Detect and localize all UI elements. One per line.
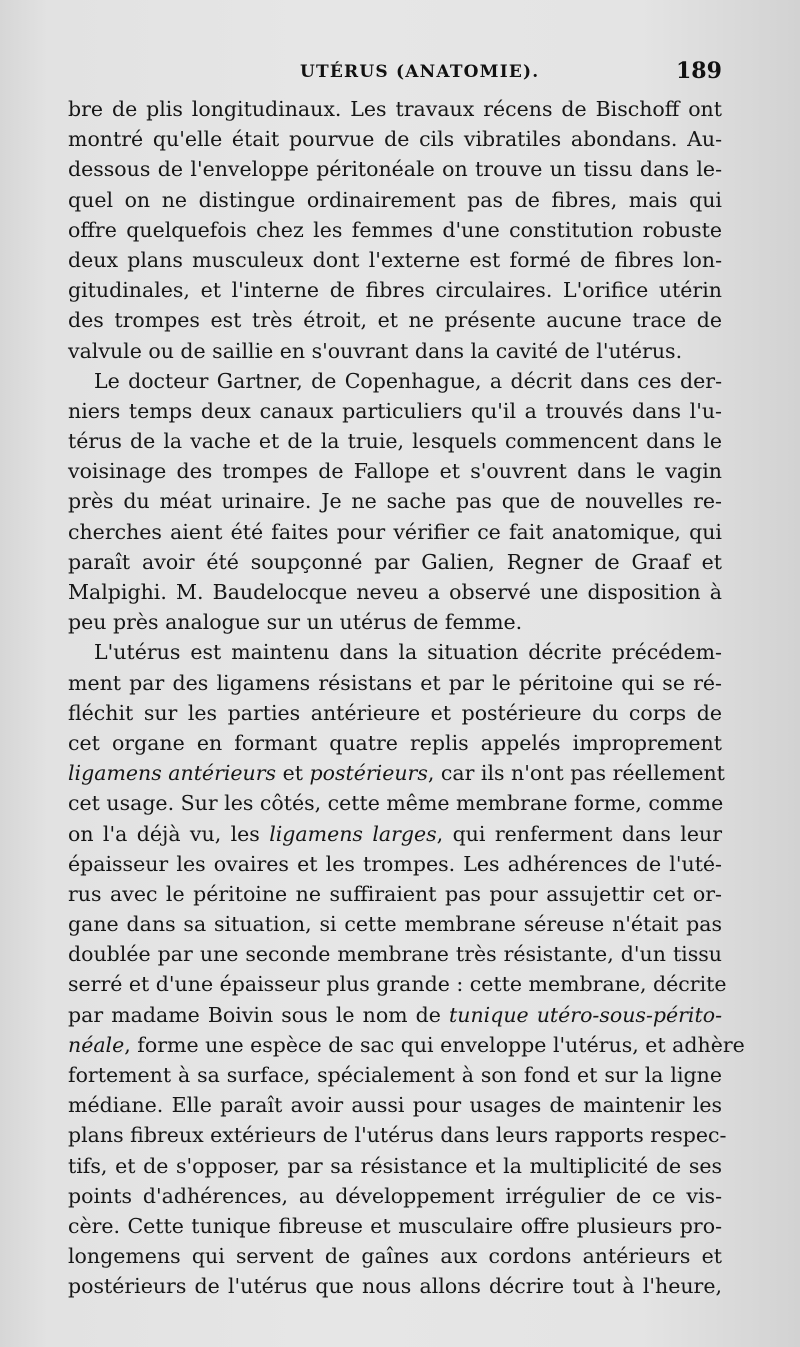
text-line: deux plans musculeux dont l'externe est formé de fibres lon- xyxy=(68,247,722,272)
text-line: peu près analogue sur un utérus de femme. xyxy=(68,610,523,635)
text-line-mixed xyxy=(68,758,725,788)
text-line: serré et d'une épaisseur plus grande : cette membrane, décrite xyxy=(68,972,727,997)
text-line: médiane. Elle paraît avoir aussi pour usages de maintenir les xyxy=(68,1093,722,1118)
running-title: UTÉRUS (ANATOMIE). xyxy=(300,62,540,82)
text-line: cet usage. Sur les côtés, cette même membrane forme, comme xyxy=(68,791,724,816)
italic-term: néale xyxy=(68,1032,125,1057)
text-line: tifs, et de s'opposer, par sa résistance et la multiplicité de ses xyxy=(68,1153,722,1178)
text-fragment: , forme une espèce de sac qui enveloppe l'utérus, et adhère xyxy=(124,1032,745,1057)
text-fragment: , car ils n'ont pas réellement xyxy=(427,761,725,786)
text-fragment: on l'a déjà vu, les xyxy=(68,821,270,846)
text-line: ment par des ligamens résistans et par le péritoine qui se ré- xyxy=(68,670,722,695)
text-line: bre de plis longitudinaux. Les travaux récens de Bischoff ont xyxy=(68,97,722,121)
text-line: plans fibreux extérieurs de l'utérus dans leurs rapports respec- xyxy=(68,1123,727,1148)
paragraph-first-line: L'utérus est maintenu dans la situation décrite précédem- xyxy=(94,640,722,665)
body-text xyxy=(68,94,745,1302)
text-line: fortement à sa surface, spécialement à son fond et sur la ligne xyxy=(68,1063,722,1087)
page-header xyxy=(0,60,800,92)
text-line: longemens qui servent de gaînes aux cordons antérieurs et xyxy=(68,1244,722,1269)
page-number: 189 xyxy=(676,58,722,84)
italic-term: tunique utéro-sous-périto- xyxy=(449,1002,722,1027)
text-line: montré qu'elle était pourvue de cils vibratiles abondans. Au- xyxy=(68,127,722,152)
text-line: térus de la vache et de la truie, lesquels commencent dans le xyxy=(68,429,722,454)
text-line: valvule ou de saillie en s'ouvrant dans la cavité de l'utérus. xyxy=(68,338,683,363)
text-line: près du méat urinaire. Je ne sache pas que de nouvelles re- xyxy=(68,489,722,514)
text-line: postérieurs de l'utérus que nous allons décrire tout à l'heure, xyxy=(68,1274,722,1299)
text-line: des trompes est très étroit, et ne présente aucune trace de xyxy=(68,308,722,333)
italic-term: ligamens antérieurs xyxy=(68,761,277,786)
text-line: dessous de l'enveloppe péritonéale on trouve un tissu dans le- xyxy=(68,157,722,182)
text-line: cherches aient été faites pour vérifier ce fait anatomique, qui xyxy=(68,519,722,544)
text-fragment: , qui renferment dans leur xyxy=(436,821,722,846)
paragraph-first-line: Le docteur Gartner, de Copenhague, a décrit dans ces der- xyxy=(94,368,722,393)
text-line: fléchit sur les parties antérieure et postérieure du corps de xyxy=(68,700,722,725)
text-line: points d'adhérences, au développement irrégulier de ce vis- xyxy=(68,1183,722,1208)
text-line-mixed xyxy=(68,1000,722,1030)
text-line: rus avec le péritoine ne suffiraient pas pour assujettir cet or- xyxy=(68,881,722,906)
text-line-mixed xyxy=(68,1030,745,1060)
text-line: niers temps deux canaux particuliers qu'il a trouvés dans l'u- xyxy=(68,398,722,423)
text-line: paraît avoir été soupçonné par Galien, Regner de Graaf et xyxy=(68,549,722,574)
text-line: doublée par une seconde membrane très résistante, d'un tissu xyxy=(68,942,722,967)
text-line: cère. Cette tunique fibreuse et musculaire offre plusieurs pro- xyxy=(68,1213,722,1238)
italic-term: postérieurs xyxy=(309,761,428,786)
text-line: gane dans sa situation, si cette membrane séreuse n'était pas xyxy=(68,912,722,937)
text-line: épaisseur les ovaires et les trompes. Les adhérences de l'uté- xyxy=(68,851,722,876)
text-line: offre quelquefois chez les femmes d'une constitution robuste xyxy=(68,217,722,242)
text-line-mixed xyxy=(68,819,722,849)
text-line: gitudinales, et l'interne de fibres circulaires. L'orifice utérin xyxy=(68,278,722,303)
text-line: cet organe en formant quatre replis appelés improprement xyxy=(68,730,722,755)
text-line: voisinage des trompes de Fallope et s'ouvrent dans le vagin xyxy=(68,459,722,484)
text-fragment: et xyxy=(276,761,310,786)
text-fragment: par madame Boivin sous le nom de xyxy=(68,1002,449,1027)
italic-term: ligamens larges xyxy=(269,821,437,846)
text-line: quel on ne distingue ordinairement pas de fibres, mais qui xyxy=(68,187,722,212)
text-line: Malpighi. M. Baudelocque neveu a observé une disposition à xyxy=(68,580,722,604)
